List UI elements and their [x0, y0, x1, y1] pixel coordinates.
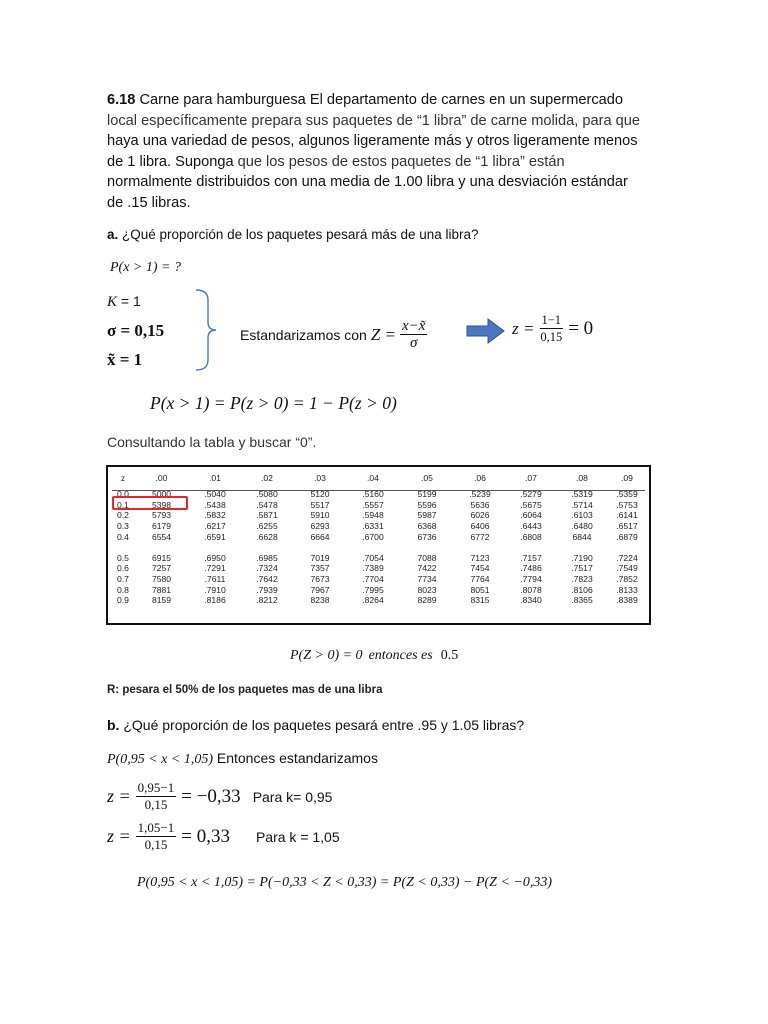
probability-cell: .5871 [256, 510, 278, 521]
z-value-cell: 0.0 [117, 489, 129, 500]
probability-cell: 7673 [310, 574, 330, 585]
probability-cell: 5596 [417, 499, 437, 510]
probability-cell: .5478 [256, 499, 278, 510]
consult-text: Consultando la tabla y buscar “0”. [107, 434, 317, 450]
z-table-header-cell: .06 [474, 473, 486, 483]
probability-cell: .8186 [204, 595, 226, 606]
z-table-header-cell: .07 [525, 473, 537, 483]
probability-cell: .5160 [362, 489, 384, 500]
probability-cell: .6064 [520, 510, 542, 521]
probability-cell: 6844 [572, 531, 592, 542]
z-table-header-cell: z [120, 473, 126, 483]
probability-cell: .8389 [616, 595, 638, 606]
probability-cell: 8289 [417, 595, 437, 606]
probability-cell: .5080 [256, 489, 278, 500]
standardize-formula: Estandarizamos con Z = $\frac{x-x̃}{\sigma}$ [240, 318, 426, 351]
z-table-header-cell: .04 [367, 473, 379, 483]
z-table-header-cell: .01 [209, 473, 221, 483]
z-table-frame [106, 465, 651, 625]
probability-cell: .8078 [520, 584, 542, 595]
z-calc-1: z = $\frac{0,95-1}{0,15}$ = −0,33 Para k= 0,95 [107, 780, 333, 812]
probability-cell: .6103 [571, 510, 593, 521]
z-table-header-cell: .00 [155, 473, 168, 483]
probability-cell: .6591 [204, 531, 226, 542]
probability-cell: .8212 [256, 595, 278, 606]
table-row [112, 510, 647, 521]
probability-cell: 7123 [470, 552, 490, 563]
z-value-cell: 0.9 [117, 595, 129, 606]
probability-cell: .6700 [362, 531, 384, 542]
table-row [112, 521, 647, 532]
probability-cell: .5319 [571, 489, 593, 500]
probability-cell: 6664 [310, 531, 330, 542]
z-value-cell: 0.6 [117, 563, 129, 574]
probability-cell: .6141 [616, 510, 638, 521]
probability-cell: .7054 [362, 552, 384, 563]
probability-cell: .6217 [204, 521, 226, 532]
probability-cell: 7422 [417, 563, 437, 574]
probability-cell: 7881 [151, 584, 172, 595]
probability-cell: .7190 [571, 552, 593, 563]
probability-cell: 6026 [470, 510, 490, 521]
probability-cell: 6772 [470, 531, 490, 542]
prob-expression-b: P(0,95 < x < 1,05) Entonces estandarizamos [107, 750, 378, 767]
probability-cell: .5040 [204, 489, 226, 500]
probability-cell: .6480 [571, 521, 593, 532]
probability-cell: .5675 [520, 499, 542, 510]
probability-cell: .7517 [571, 563, 593, 574]
probability-cell: .6331 [362, 521, 384, 532]
main-equation-a: P(x > 1) = P(z > 0) = 1 − P(z > 0) [150, 393, 397, 413]
z-calc-2: z = $\frac{1,05-1}{0,15}$ = 0,33 Para k = 1,05 [107, 820, 340, 852]
probability-cell: .7486 [520, 563, 542, 574]
probability-cell: .6879 [616, 531, 638, 542]
probability-cell: .7157 [520, 552, 542, 563]
probability-cell: 7357 [310, 563, 330, 574]
probability-cell: .5948 [362, 510, 384, 521]
probability-cell: .7291 [204, 563, 226, 574]
k-value: K = 1 [107, 293, 141, 310]
z-value-cell: 0.3 [117, 521, 129, 532]
probability-cell: .6255 [256, 521, 278, 532]
z-table [112, 467, 647, 606]
probability-cell: 8023 [417, 584, 437, 595]
probability-cell: 7967 [310, 584, 330, 595]
probability-cell: .7611 [204, 574, 226, 585]
probability-cell: 5910 [310, 510, 330, 521]
probability-cell: .8365 [571, 595, 593, 606]
final-equation-b: P(0,95 < x < 1,05) = P(−0,33 < Z < 0,33) = P(Z < 0,33) − P(Z < −0,33) [137, 875, 552, 890]
z-value-cell: 0.5 [117, 552, 129, 563]
probability-cell: .7910 [204, 584, 226, 595]
probability-cell: 8315 [470, 595, 490, 606]
probability-cell: 7734 [417, 574, 437, 585]
probability-cell: 5793 [151, 510, 172, 521]
probability-cell: 7019 [310, 552, 330, 563]
highlight-box [112, 496, 188, 510]
z-value-cell: 0.4 [117, 531, 129, 542]
probability-cell: 5987 [417, 510, 437, 521]
probability-cell: .5753 [616, 499, 638, 510]
probability-cell: 7088 [417, 552, 437, 563]
probability-cell: .8133 [616, 584, 638, 595]
probability-cell: .5714 [571, 499, 593, 510]
probability-cell: 5636 [470, 499, 490, 510]
problem-number: 6.18 [107, 92, 136, 108]
probability-cell: .5832 [204, 510, 226, 521]
probability-cell: .6517 [616, 521, 638, 532]
probability-cell: .7549 [616, 563, 638, 574]
table-row [112, 595, 647, 606]
z-table-header-cell: .02 [261, 473, 273, 483]
probability-cell: 6554 [151, 531, 172, 542]
table-row [112, 500, 647, 511]
probability-cell: .7324 [256, 563, 278, 574]
z-result-a: z = $\frac{1-1}{0,15}$ = 0 [512, 313, 594, 344]
probability-cell: 8238 [310, 595, 330, 606]
probability-cell: .8264 [362, 595, 384, 606]
probability-cell: 6406 [470, 521, 490, 532]
probability-cell: 6293 [310, 521, 330, 532]
probability-cell: 5199 [417, 489, 437, 500]
table-row [112, 553, 647, 564]
table-row [112, 531, 647, 542]
z-table-header-cell: .08 [576, 473, 588, 483]
probability-cell: 6368 [417, 521, 437, 532]
probability-cell: 5000 [151, 489, 172, 500]
z-value-cell: 0.1 [117, 499, 129, 510]
probability-cell: 8051 [470, 584, 490, 595]
table-row [112, 574, 647, 585]
table-gap [112, 542, 647, 553]
answer-a: R: pesara el 50% de los paquetes mas de una libra [107, 684, 383, 696]
table-row [112, 489, 647, 500]
result-a: P(Z > 0) = 0 entonces es 0.5 [290, 648, 459, 663]
probability-cell: .7939 [256, 584, 278, 595]
z-value-cell: 0.8 [117, 584, 129, 595]
probability-cell: .8106 [571, 584, 593, 595]
probability-cell: .5279 [520, 489, 542, 500]
probability-cell: .6443 [520, 521, 542, 532]
probability-cell: .7823 [571, 574, 593, 585]
prob-expression-a: P(x > 1) = ? [110, 260, 181, 275]
probability-cell: .7794 [520, 574, 542, 585]
probability-cell: 7764 [470, 574, 490, 585]
probability-cell: 7580 [151, 574, 172, 585]
z-value-cell: 0.2 [117, 510, 129, 521]
z-table-header-cell: .03 [314, 473, 326, 483]
z-value-cell: 0.7 [117, 574, 129, 585]
probability-cell: .7224 [616, 552, 638, 563]
probability-cell: .5359 [616, 489, 638, 500]
problem-statement: 6.18 Carne para hamburguesa El departamento de carnes en un supermercado local específicamente prepara sus paquetes de “1 libra” de carne molida, para que haya una variedad de pesos, algunos ligeramente más y otros ligeramente menos de 1 libra. Suponga que los pesos de estos paquetes de “1 libra” están normalmente distribuidos con una media de 1.00 libra y una desviación estándar de .15 libras. [107, 92, 640, 211]
probability-cell: .7389 [362, 563, 384, 574]
z-table-header-cell: .09 [621, 473, 633, 483]
sigma-value: σ = 0,15 [107, 321, 165, 340]
right-arrow-icon [466, 318, 506, 344]
z-table-header [112, 467, 647, 489]
probability-cell: 6179 [151, 521, 172, 532]
probability-cell: .7704 [362, 574, 384, 585]
probability-cell: 5398 [151, 499, 172, 510]
probability-cell: .6985 [256, 552, 278, 563]
table-row [112, 563, 647, 574]
table-row [112, 584, 647, 595]
probability-cell: 7454 [470, 563, 490, 574]
z-table-header-cell: .05 [421, 473, 433, 483]
mean-value: x̃ = 1 [107, 350, 143, 369]
probability-cell: .8340 [520, 595, 542, 606]
question-a: a. ¿Qué proporción de los paquetes pesará más de una libra? [107, 227, 479, 242]
probability-cell: .7642 [256, 574, 278, 585]
brace-icon [192, 288, 222, 372]
probability-cell: .6808 [520, 531, 542, 542]
probability-cell: .6950 [204, 552, 226, 563]
probability-cell: .7995 [362, 584, 384, 595]
probability-cell: .5239 [469, 489, 491, 500]
probability-cell: .5438 [204, 499, 226, 510]
probability-cell: 6915 [151, 552, 172, 563]
probability-cell: .7852 [616, 574, 638, 585]
probability-cell: 5517 [310, 499, 330, 510]
probability-cell: 8159 [151, 595, 172, 606]
probability-cell: 7257 [151, 563, 172, 574]
probability-cell: .6628 [256, 531, 278, 542]
probability-cell: 5120 [310, 489, 330, 500]
question-b: b. ¿Qué proporción de los paquetes pesará entre .95 y 1.05 libras? [107, 717, 525, 733]
probability-cell: 6736 [417, 531, 437, 542]
probability-cell: .5557 [362, 499, 384, 510]
